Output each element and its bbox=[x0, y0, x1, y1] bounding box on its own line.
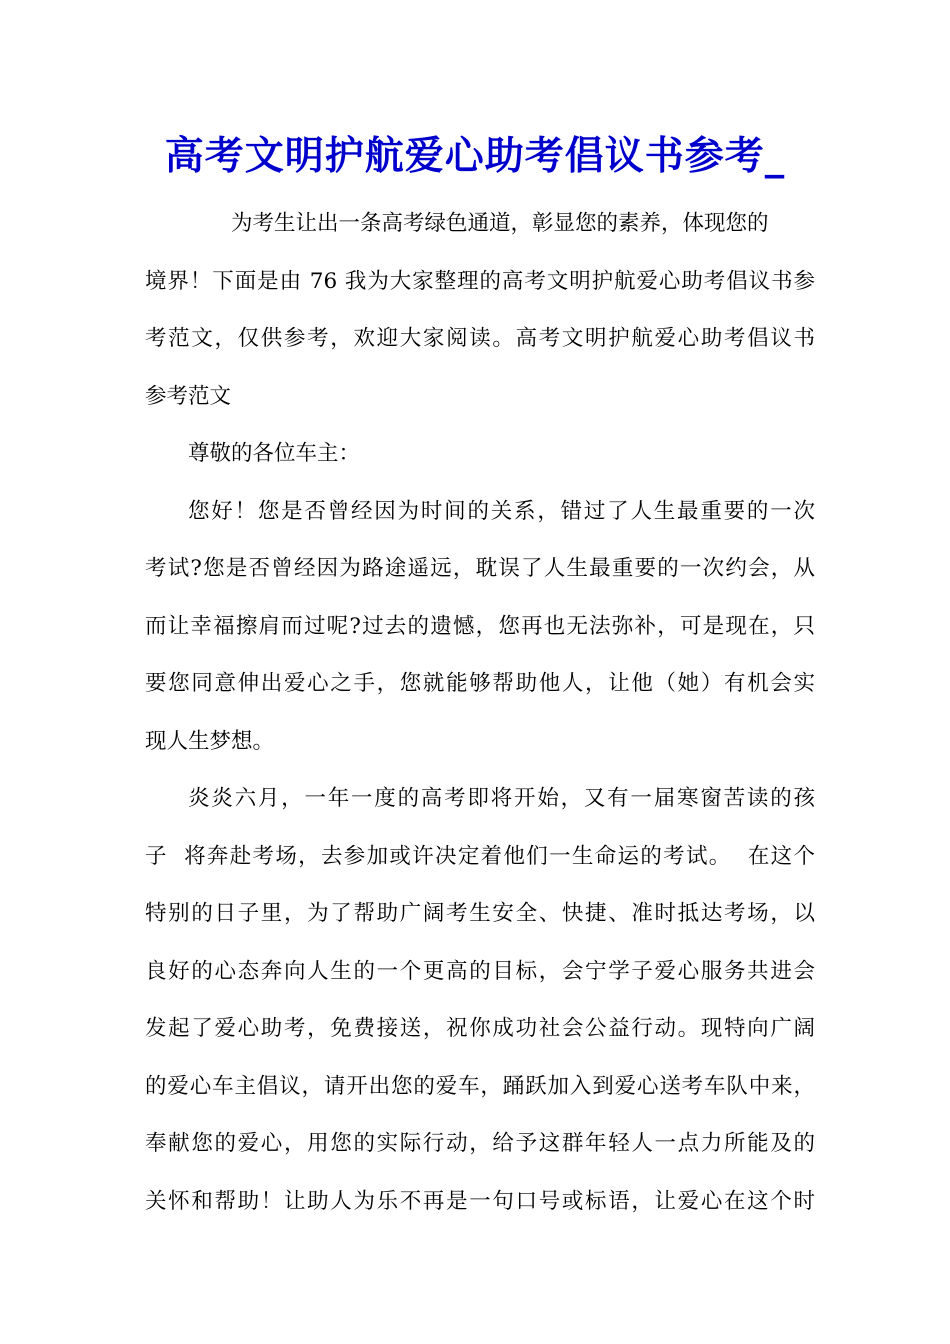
body-line-1: 为考生让出一条高考绿色通道，彰显您的素养，体现您的 bbox=[231, 211, 769, 236]
body-line-18: 关怀和帮助！让助人为乐不再是一句口号或标语，让爱心在这个时 bbox=[145, 1188, 815, 1214]
body-line-14: 良好的心态奔向人生的一个更高的目标，会宁学子爱心服务共进会 bbox=[145, 958, 815, 984]
body-line-15: 发起了爱心助考，免费接送，祝你成功社会公益行动。现特向广阔 bbox=[145, 1016, 815, 1041]
body-line-12: 子 将奔赴考场，去参加或许决定着他们一生命运的考试。 在这个 bbox=[145, 843, 815, 869]
body-line-13: 特别的日子里，为了帮助广阔考生安全、快捷、准时抵达考场，以 bbox=[145, 901, 815, 926]
body-line-6: 您好！您是否曾经因为时间的关系，错过了人生最重要的一次 bbox=[188, 498, 815, 524]
body-line-3: 考范文，仅供参考，欢迎大家阅读。高考文明护航爱心助考倡议书 bbox=[145, 326, 815, 351]
body-line-9: 要您同意伸出爱心之手，您就能够帮助他人，让他（她）有机会实 bbox=[145, 671, 815, 696]
body-line-4: 参考范文 bbox=[145, 383, 232, 409]
body-line-16: 的爱心车主倡议，请开出您的爱车，踊跃加入到爱心送考车队中来， bbox=[145, 1073, 815, 1099]
body-line-5: 尊敬的各位车主： bbox=[188, 441, 361, 466]
body-line-7: 考试?您是否曾经因为路途遥远，耽误了人生最重要的一次约会，从 bbox=[145, 556, 815, 581]
body-line-17: 奉献您的爱心，用您的实际行动，给予这群年轻人一点力所能及的 bbox=[145, 1131, 815, 1156]
document-body bbox=[145, 195, 815, 1230]
body-line-8: 而让幸福擦肩而过呢?过去的遗憾，您再也无法弥补，可是现在，只 bbox=[145, 613, 815, 639]
body-line-10: 现人生梦想。 bbox=[145, 728, 275, 754]
body-line-11: 炎炎六月，一年一度的高考即将开始，又有一届寒窗苦读的孩 bbox=[188, 786, 815, 811]
document-title: 高考文明护航爱心助考倡议书参考_ bbox=[164, 133, 786, 179]
body-line-2: 境界！下面是由 76 我为大家整理的高考文明护航爱心助考倡议书参 bbox=[145, 268, 815, 294]
